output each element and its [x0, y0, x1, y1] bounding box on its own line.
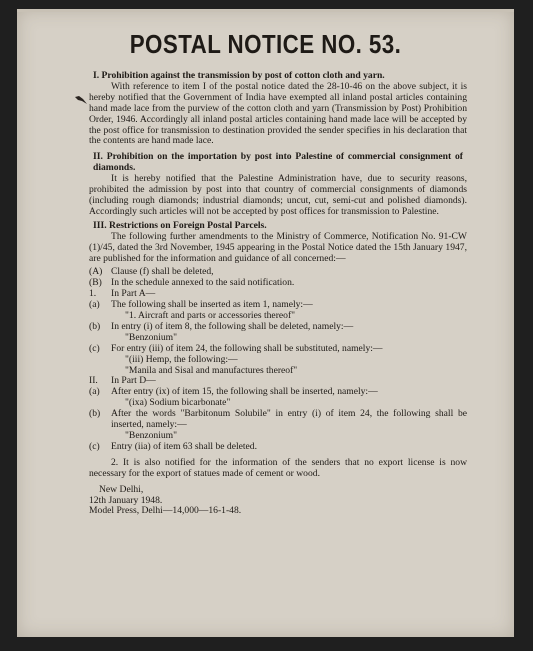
item-text: Entry (iia) of item 63 shall be deleted.: [111, 440, 257, 452]
quoted-entry: "Benzonium": [125, 331, 178, 343]
section-2-number: II.: [93, 151, 103, 163]
item-text: For entry (iii) of item 24, the following shall be substituted, namely:—: [111, 342, 383, 354]
list-item: [89, 442, 467, 453]
quoted-entry: "1. Aircraft and parts or accessories thereof": [125, 310, 296, 322]
item-label: (c): [89, 440, 100, 452]
ink-blot-mark: [74, 95, 88, 105]
item-text: After entry (ix) of item 15, the following shall be inserted, namely:—: [111, 386, 378, 398]
notice-title: POSTAL NOTICE NO. 53.: [129, 29, 402, 59]
item-text: The following shall be inserted as item 1, namely:—: [111, 299, 313, 311]
signoff-place: New Delhi,: [99, 483, 144, 495]
paper-edge: [17, 9, 514, 12]
signoff-date: 12th January 1948.: [89, 494, 163, 506]
quoted-entry: "(iii) Hemp, the following:—: [125, 353, 238, 365]
printer-imprint: Model Press, Delhi—14,000—16-1-48.: [89, 505, 242, 517]
section-3-text: The following further amendments to the Ministry of Commerce, Notification No. 91-CW (1)/45, dated the 3rd November, 1945 appearing in the Postal Notice dated the 15th January 1947, are published for the information and guidance of all concerned:—: [89, 230, 467, 264]
section-2-title: Prohibition on the importation by post into Palestine of commercial consignment of diamonds.: [93, 151, 463, 174]
item-label: (b): [89, 408, 101, 420]
paragraph-2-text: 2. It is also notified for the information of the senders that no export license is now necessary for the export of statues made of cement or wood.: [89, 456, 467, 479]
item-label: (b): [89, 320, 101, 332]
item-text: Clause (f) shall be deleted,: [111, 266, 214, 278]
section-3-number: III.: [93, 219, 107, 231]
item-text: In the schedule annexed to the said notification.: [111, 277, 295, 289]
item-text: In entry (i) of item 8, the following shall be deleted, namely:—: [111, 320, 354, 332]
item-text: After the words "Barbitonum Solubile" in entry (i) of item 24, the following shall be inserted, namely:—: [111, 408, 467, 431]
item-label: 1.: [89, 288, 97, 300]
section-1-text: With reference to item I of the postal notice dated the 28-10-46 on the above subject, it is hereby notified that the Government of India have exempted all inland postal articles containing hand made lace from the purview of the cotton cloth and yarn (Transmission by Post) Prohibition Order, 1946. Accordingly all inland postal articles containing hand made lace will be accepted by the post office for transmission to destination provided the sender specifies in his declaration that the contents are hand made lace.: [89, 80, 467, 147]
quoted-entry: "Manila and Sisal and manufactures thereof": [125, 364, 298, 376]
section-2-heading: [89, 152, 467, 174]
section-1-title: Prohibition against the transmission by post of cotton cloth and yarn.: [101, 70, 385, 81]
item-label: II.: [89, 375, 98, 387]
notice-body: [89, 71, 467, 517]
postal-notice-sheet: [17, 9, 514, 637]
list-item: [89, 409, 467, 431]
section-1-number: I.: [93, 70, 100, 81]
item-text: In Part A—: [111, 288, 156, 300]
item-label: (c): [89, 342, 100, 354]
item-label: (A): [89, 266, 103, 278]
item-label: (B): [89, 277, 102, 289]
section-2-text: It is hereby notified that the Palestine Administration have, due to security reasons, prohibited the admission by post into that country of commercial consignments of diamonds (including rough diamonds; industrial diamonds; uncut, cut, semi-cut and polished diamonds). Accordingly such articles will not be accepted by post offices for transmission to Palestine.: [89, 173, 467, 217]
item-label: (a): [89, 299, 100, 311]
item-label: (a): [89, 386, 100, 398]
quoted-entry: "Benzonium": [125, 430, 178, 441]
item-text: In Part D—: [111, 375, 156, 387]
quoted-entry: "(ixa) Sodium bicarbonate": [125, 397, 231, 409]
section-3-title: Restrictions on Foreign Postal Parcels.: [109, 219, 267, 231]
